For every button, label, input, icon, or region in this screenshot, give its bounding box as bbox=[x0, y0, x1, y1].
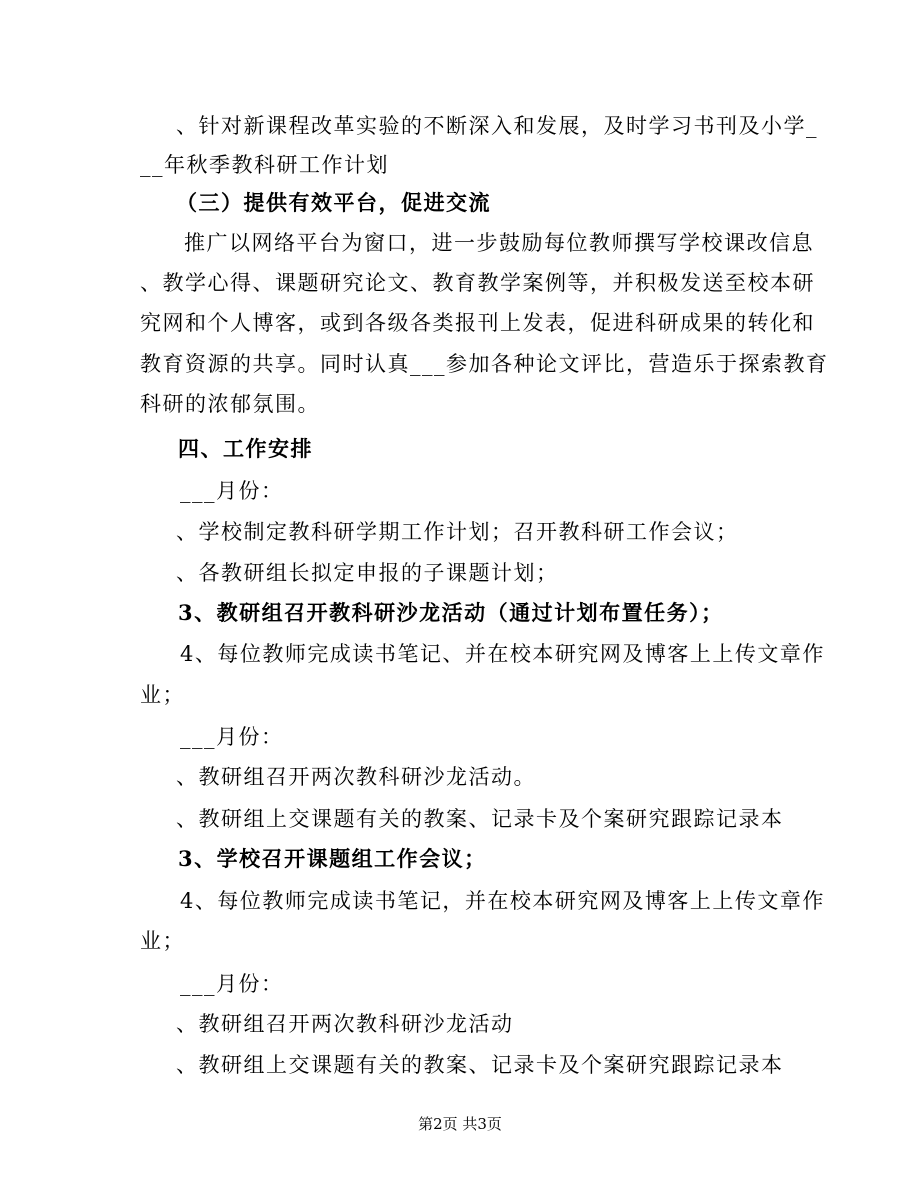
month-label-1: ___月份： bbox=[180, 479, 284, 503]
list-item-2-4-cont: 业； bbox=[140, 929, 185, 953]
list-item-1-4: 4、每位教师完成读书笔记、并在校本研究网及博客上上传文章作 bbox=[180, 642, 825, 666]
body-line-5: 、教学心得、课题研究论文、教育教学案例等，并积极发送至校本研 bbox=[140, 271, 815, 295]
body-line-1: 、针对新课程改革实验的不断深入和发展，及时学习书刊及小学_ bbox=[176, 114, 818, 138]
body-line-2: __年秋季教科研工作计划 bbox=[140, 153, 389, 177]
page-number-footer: 第2页 共3页 bbox=[418, 1115, 502, 1133]
list-item-2-1: 、教研组召开两次教科研沙龙活动。 bbox=[176, 765, 536, 789]
list-item-2-3: 3、学校召开课题组工作会议； bbox=[178, 846, 487, 871]
section-heading-work-plan: 四、工作安排 bbox=[178, 436, 313, 461]
list-item-1-2: 、各教研组长拟定申报的子课题计划； bbox=[176, 561, 559, 585]
list-item-3-1: 、教研组召开两次教科研沙龙活动 bbox=[176, 1012, 514, 1036]
list-item-1-1: 、学校制定教科研学期工作计划；召开教科研工作会议； bbox=[176, 520, 739, 544]
month-label-2: ___月份： bbox=[180, 725, 284, 749]
section-heading-3: （三）提供有效平台，促进交流 bbox=[176, 190, 491, 215]
month-label-3: ___月份： bbox=[180, 972, 284, 996]
body-line-8: 科研的浓郁氛围。 bbox=[140, 392, 320, 416]
list-item-1-3: 3、教研组召开教科研沙龙活动（通过计划布置任务）； bbox=[178, 600, 724, 625]
list-item-1-4-cont: 业； bbox=[140, 683, 185, 707]
body-line-4: 推广以网络平台为窗口，进一步鼓励每位教师撰写学校课改信息 bbox=[184, 231, 814, 255]
list-item-2-4: 4、每位教师完成读书笔记，并在校本研究网及博客上上传文章作 bbox=[180, 889, 825, 913]
body-line-6: 究网和个人博客，或到各级各类报刊上发表，促进科研成果的转化和 bbox=[140, 311, 815, 335]
body-line-7: 教育资源的共享。同时认真___参加各种论文评比，营造乐于探索教育 bbox=[140, 352, 829, 376]
list-item-3-2: 、教研组上交课题有关的教案、记录卡及个案研究跟踪记录本 bbox=[176, 1053, 784, 1077]
list-item-2-2: 、教研组上交课题有关的教案、记录卡及个案研究跟踪记录本 bbox=[176, 807, 784, 831]
